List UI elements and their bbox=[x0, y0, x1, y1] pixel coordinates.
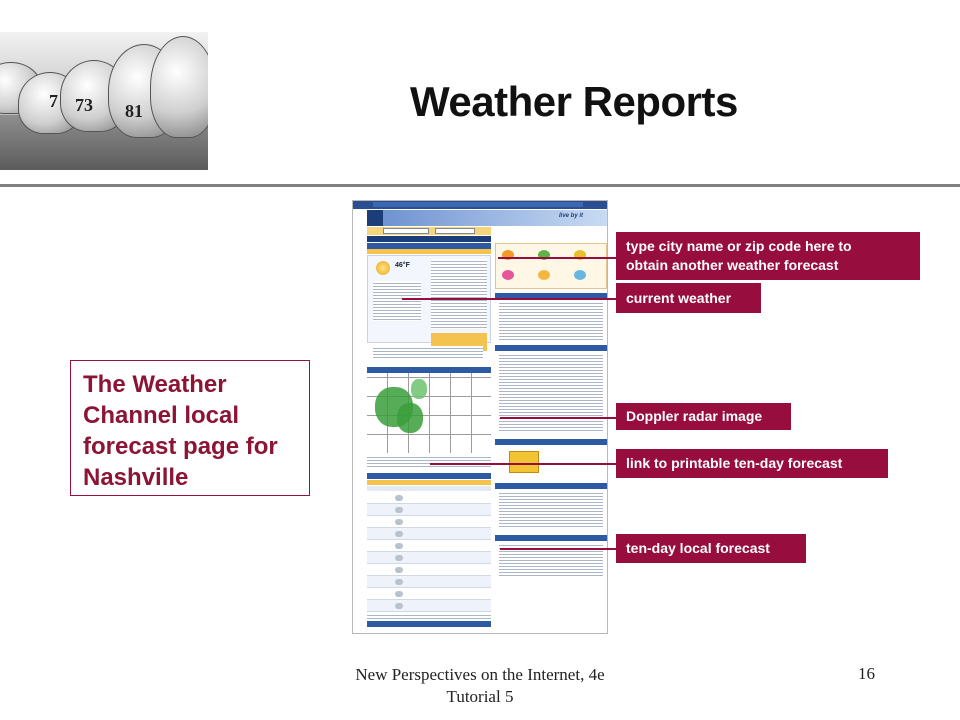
callout-current-weather bbox=[616, 283, 761, 313]
callout-connector bbox=[402, 298, 616, 300]
related-sites-list bbox=[499, 301, 603, 341]
forecast-row bbox=[367, 600, 491, 612]
coupon-ads bbox=[495, 243, 607, 289]
callout-search bbox=[616, 232, 920, 280]
ten-day-forecast-header bbox=[367, 473, 491, 479]
site-nav-links bbox=[373, 202, 583, 207]
forecast-row bbox=[367, 564, 491, 576]
footer-line: Tutorial 5 bbox=[446, 687, 514, 706]
report-details bbox=[431, 259, 487, 329]
last-updated-note bbox=[367, 613, 491, 619]
show-page-in-bar[interactable] bbox=[367, 621, 491, 627]
callout-text: Doppler radar image bbox=[626, 408, 763, 424]
callout-connector bbox=[500, 548, 616, 550]
description-box bbox=[70, 360, 310, 496]
forecast-row bbox=[367, 528, 491, 540]
callout-text: ten-day local forecast bbox=[626, 540, 770, 556]
forecast-row bbox=[367, 516, 491, 528]
callout-text: link to printable ten-day forecast bbox=[626, 455, 843, 471]
daily-news-list bbox=[499, 491, 603, 527]
slide-title: Weather Reports bbox=[410, 78, 738, 125]
footer-line: New Perspectives on the Internet, 4e bbox=[355, 665, 605, 684]
daily-news-header bbox=[495, 483, 607, 489]
ten-day-column-headers bbox=[367, 486, 491, 491]
description-line: Nashville bbox=[83, 464, 189, 491]
your-nashville-header bbox=[495, 535, 607, 541]
callout-text: current weather bbox=[626, 289, 732, 306]
shopping-thumbnail bbox=[509, 451, 539, 473]
forecast-row bbox=[367, 588, 491, 600]
doppler-radar-map bbox=[367, 373, 491, 453]
header-divider bbox=[0, 184, 960, 187]
forecast-row bbox=[367, 576, 491, 588]
footer bbox=[330, 664, 630, 708]
go-shopping-header bbox=[495, 439, 607, 445]
header-photo-helmets: 7 73 81 bbox=[0, 32, 208, 170]
callout-text: type city name or zip code here to bbox=[626, 238, 852, 254]
forecast-row bbox=[367, 552, 491, 564]
recommended-links-header bbox=[495, 345, 607, 351]
recommended-links-list bbox=[499, 353, 603, 433]
forecast-row bbox=[367, 540, 491, 552]
radar-links[interactable] bbox=[367, 455, 491, 467]
current-conditions-tabs bbox=[367, 249, 491, 254]
current-temperature: 46°F bbox=[395, 262, 410, 269]
promo-links bbox=[373, 346, 483, 360]
callout-text: obtain another weather forecast bbox=[626, 257, 839, 273]
brand-slogan: live by it bbox=[559, 213, 584, 219]
callout-ten-day bbox=[616, 534, 806, 563]
callout-radar bbox=[616, 403, 791, 430]
forecast-row bbox=[367, 504, 491, 516]
page-number: 16 bbox=[858, 664, 875, 683]
callout-printable bbox=[616, 449, 888, 478]
partly-cloudy-icon bbox=[376, 261, 390, 275]
conditions-details bbox=[373, 281, 421, 321]
forecast-row bbox=[367, 492, 491, 504]
weather-channel-logo bbox=[367, 210, 383, 226]
description-line: Channel local bbox=[83, 402, 240, 429]
local-forecast-breadcrumb bbox=[367, 236, 491, 242]
callout-connector bbox=[500, 417, 616, 419]
weather-related-select[interactable] bbox=[435, 228, 475, 234]
callout-connector bbox=[430, 463, 616, 465]
printable-forecast-link[interactable] bbox=[367, 480, 491, 485]
callout-connector bbox=[498, 257, 616, 259]
description-line: forecast page for bbox=[83, 433, 278, 460]
city-zip-input[interactable] bbox=[383, 228, 429, 234]
description-line: The Weather bbox=[83, 371, 227, 398]
